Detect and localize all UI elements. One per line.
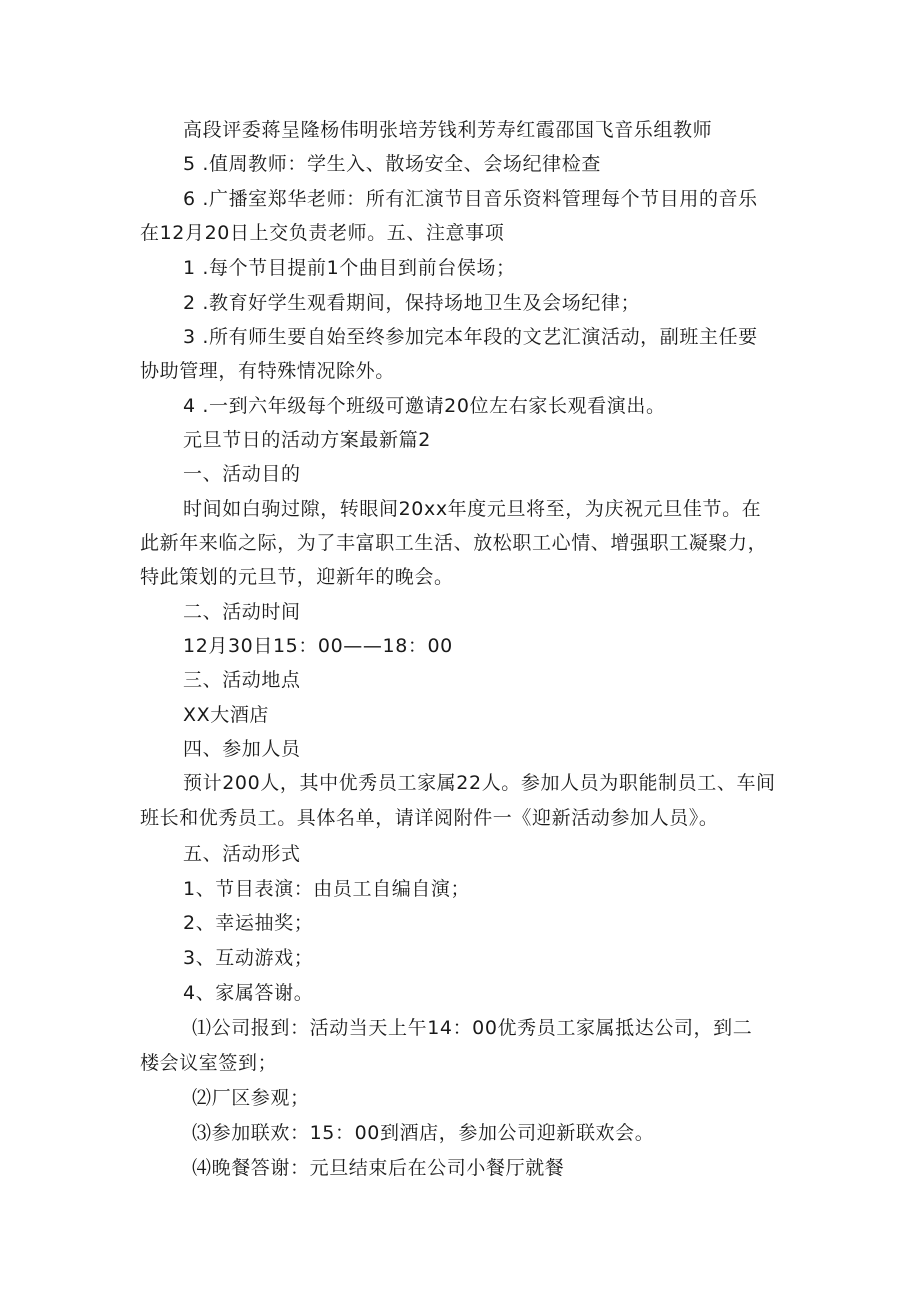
text-line: ⑶参加联欢：15：00到酒店，参加公司迎新联欢会。 [192, 1122, 655, 1144]
text-line: 4、家属答谢。 [183, 982, 314, 1004]
section-title: 元旦节日的活动方案最新篇2 [183, 429, 431, 451]
text-line: 楼会议室签到； [140, 1052, 278, 1074]
text-line: ⑵厂区参观； [192, 1087, 310, 1109]
section-heading: 一、活动目的 [183, 463, 301, 485]
text-line: 2 .教育好学生观看期间，保持场地卫生及会场纪律； [183, 292, 641, 314]
text-line: 预计200人，其中优秀员工家属22人。参加人员为职能制员工、车间 [183, 772, 776, 794]
text-line: 班长和优秀员工。具体名单，请详阅附件一《迎新活动参加人员》。 [140, 807, 719, 829]
text-line: ⑷晚餐答谢：元旦结束后在公司小餐厅就餐 [192, 1157, 565, 1179]
text-line: 3、互动游戏； [183, 947, 314, 969]
section-heading: 二、活动时间 [183, 601, 301, 623]
text-line: 此新年来临之际，为了丰富职工生活、放松职工心情、增强职工凝聚力， [140, 532, 768, 554]
section-heading: 五、活动形式 [183, 843, 301, 865]
text-line: 在12月20日上交负责老师。五、注意事项 [140, 222, 505, 244]
text-line: 5 .值周教师：学生入、散场安全、会场纪律检查 [183, 153, 601, 175]
text-line: 1 .每个节目提前1个曲目到前台侯场； [183, 257, 516, 279]
text-line: 高段评委蒋呈隆杨伟明张培芳钱利芳寿红霞邵国飞音乐组教师 [183, 119, 713, 141]
text-line: 时间如白驹过隙，转眼间20xx年度元旦将至，为庆祝元旦佳节。在 [183, 498, 762, 520]
section-heading: 三、活动地点 [183, 669, 301, 691]
text-line: 3 .所有师生要自始至终参加完本年段的文艺汇演活动，副班主任要 [183, 326, 758, 348]
text-line: 2、幸运抽奖； [183, 912, 314, 934]
text-line: 12月30日15：00——18：00 [183, 635, 453, 657]
text-line: 6 .广播室郑华老师：所有汇演节目音乐资料管理每个节目用的音乐 [183, 188, 758, 210]
text-line: 特此策划的元旦节，迎新年的晚会。 [140, 566, 454, 588]
text-line: ⑴公司报到：活动当天上午14：00优秀员工家属抵达公司，到二 [192, 1017, 753, 1039]
text-line: 1、节目表演：由员工自编自演； [183, 878, 471, 900]
text-line: 4 .一到六年级每个班级可邀请20位左右家长观看演出。 [183, 395, 666, 417]
section-heading: 四、参加人员 [183, 738, 301, 760]
text-line: 协助管理，有特殊情况除外。 [140, 360, 395, 382]
text-line: XX大酒店 [183, 704, 270, 726]
